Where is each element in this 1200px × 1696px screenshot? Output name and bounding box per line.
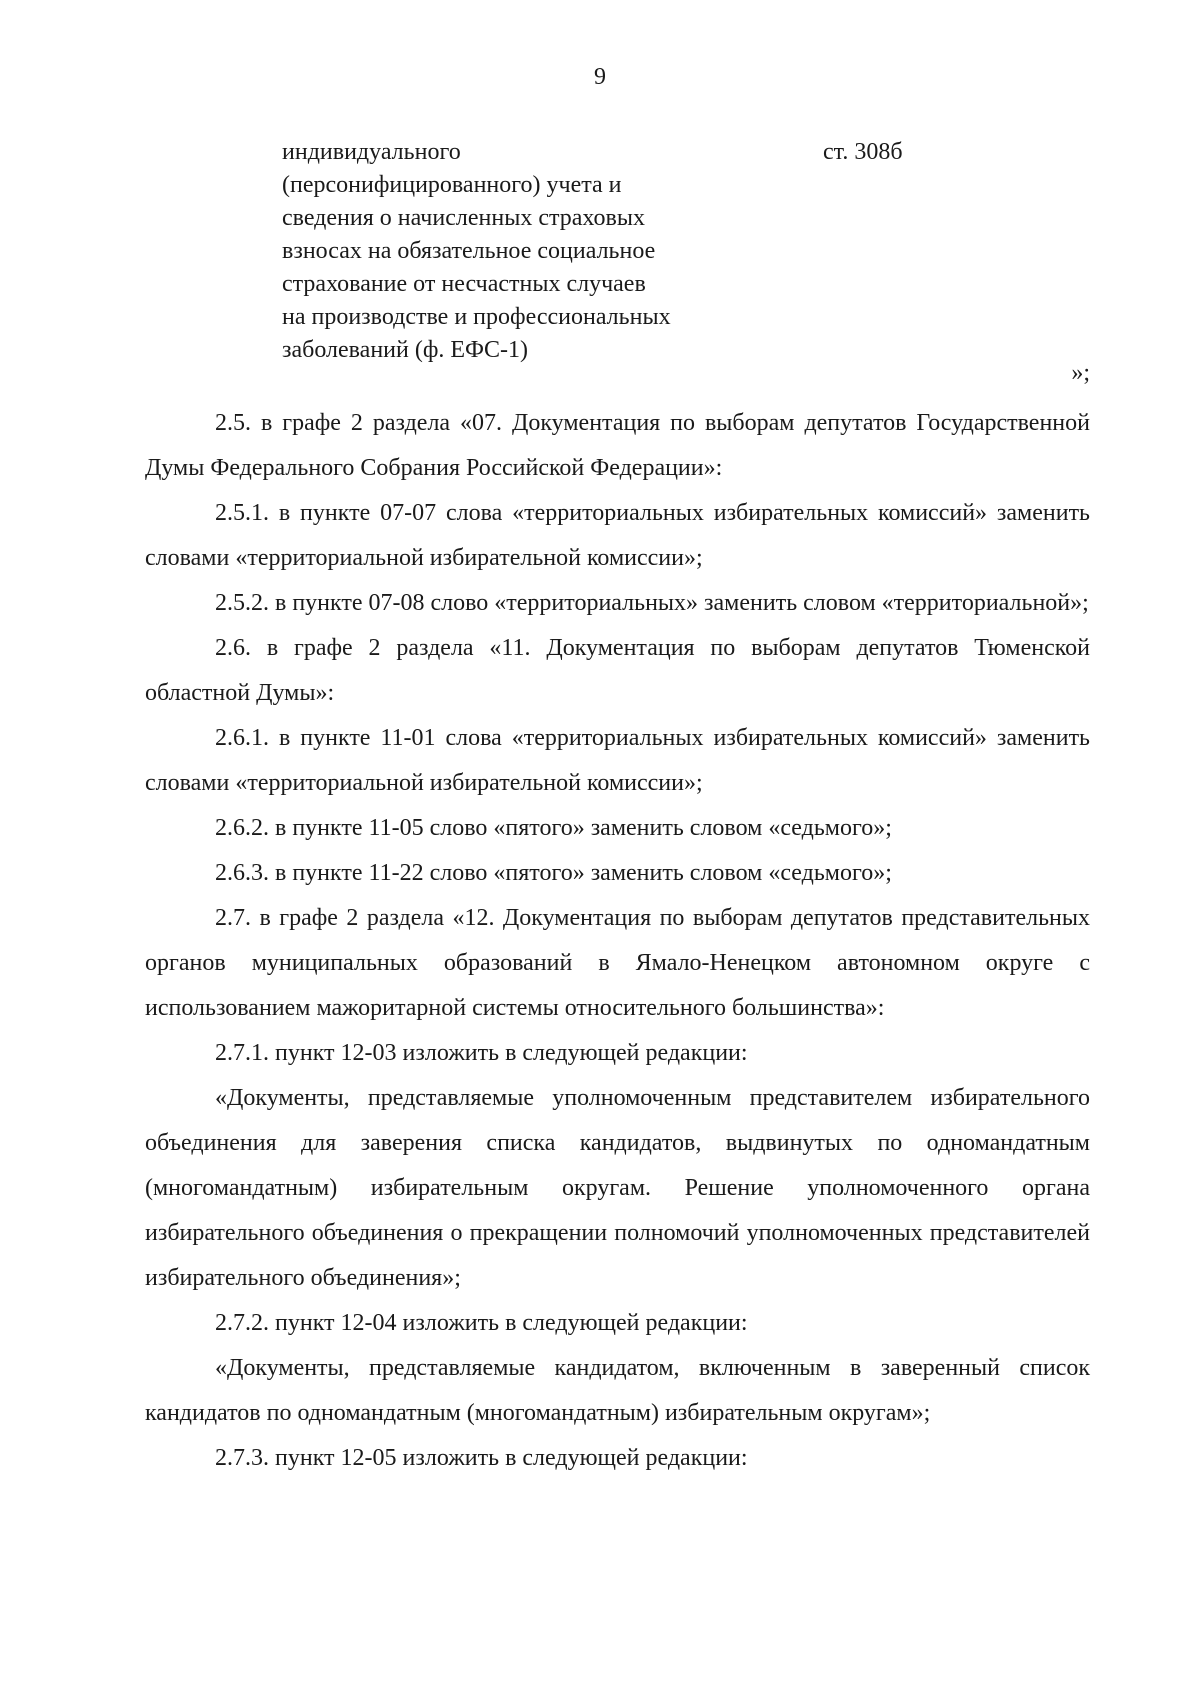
closing-quote: »; [1071, 360, 1090, 386]
table-cell-description [282, 136, 742, 367]
paragraph: 2.5. в графе 2 раздела «07. Документация по выборам депутатов Государственной Думы Федерального Собрания Российской Федерации»: [145, 410, 1090, 481]
document-body [145, 401, 1090, 1481]
paragraph: 2.6.2. в пункте 11-05 слово «пятого» заменить словом «седьмого»; [215, 815, 892, 841]
paragraph: «Документы, представляемые уполномоченным представителем избирательного объединения для заверения списка кандидатов, выдвинутых по одномандатным (многомандатным) избирательным округам. Решение уполномоченного органа избирательного объединения о прекращении полномочий уполномоченных представителей избирательного объединения»; [145, 1085, 1090, 1291]
table-cell-line: на производстве и профессиональных [282, 304, 671, 330]
paragraph: 2.5.2. в пункте 07-08 слово «территориальных» заменить словом «территориальной»; [215, 590, 1089, 616]
paragraph: 2.7.2. пункт 12-04 изложить в следующей редакции: [215, 1310, 748, 1336]
page-number: 9 [594, 64, 606, 90]
table-cell-line: (персонифицированного) учета и [282, 172, 622, 198]
paragraph: 2.6.1. в пункте 11-01 слова «территориальных избирательных комиссий» заменить словами «территориальной избирательной комиссии»; [145, 725, 1090, 796]
paragraph: 2.7.1. пункт 12-03 изложить в следующей редакции: [215, 1040, 748, 1066]
paragraph: 2.7.3. пункт 12-05 изложить в следующей редакции: [215, 1445, 748, 1471]
table-cell-line: взносах на обязательное социальное [282, 238, 656, 264]
table-cell-article: ст. 308б [823, 139, 903, 165]
paragraph: 2.5.1. в пункте 07-07 слова «территориальных избирательных комиссий» заменить словами «территориальной избирательной комиссии»; [145, 500, 1090, 571]
table-cell-line: страхование от несчастных случаев [282, 271, 646, 297]
paragraph: 2.6. в графе 2 раздела «11. Документация по выборам депутатов Тюменской областной Думы»: [145, 635, 1090, 706]
paragraph: 2.7. в графе 2 раздела «12. Документация по выборам депутатов представительных органов муниципальных образований в Ямало-Ненецком автономном округе с использованием мажоритарной системы относительного большинства»: [145, 905, 1090, 1021]
paragraph: «Документы, представляемые кандидатом, включенным в заверенный список кандидатов по одномандатным (многомандатным) избирательным округам»; [145, 1355, 1090, 1426]
table-cell-line: сведения о начисленных страховых [282, 205, 645, 231]
table-cell-line: индивидуального [282, 139, 461, 165]
table-cell-line: заболеваний (ф. ЕФС-1) [282, 337, 529, 363]
paragraph: 2.6.3. в пункте 11-22 слово «пятого» заменить словом «седьмого»; [215, 860, 892, 886]
